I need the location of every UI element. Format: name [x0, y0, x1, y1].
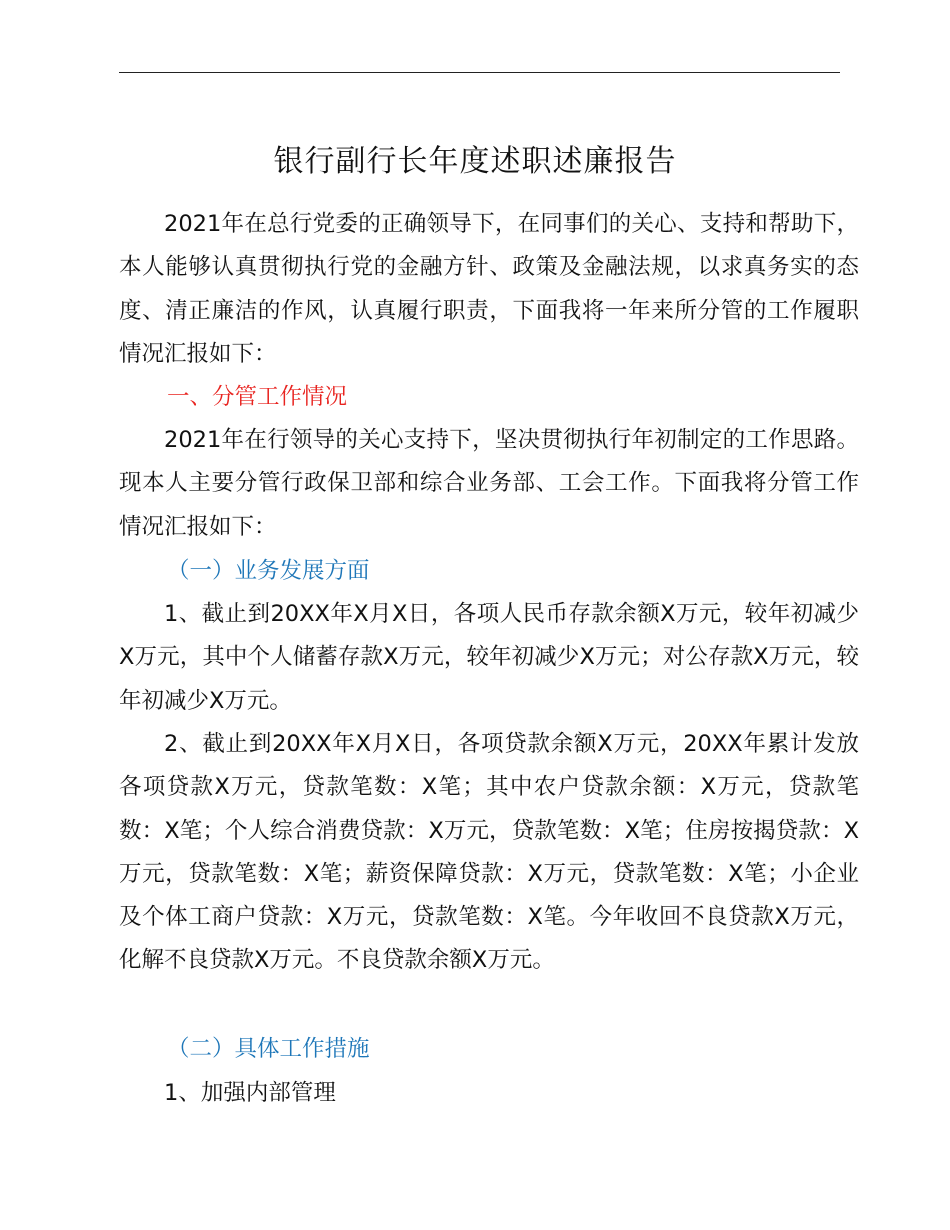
subsection-heading-1: （一）业务发展方面: [167, 558, 370, 584]
header-rule: [119, 72, 840, 73]
section1-paragraph: 2021年在行领导的关心支持下，坚决贯彻执行年初制定的工作思路。现本人主要分管行政保卫部和综合业务部、工会工作。下面我将分管工作情况汇报如下：: [119, 427, 859, 540]
section-heading-1: 一、分管工作情况: [167, 384, 348, 410]
document-title: 银行副行长年度述职述廉报告: [273, 144, 677, 179]
sub1-item-2: 2、截止到20XX年X月X日，各项贷款余额X万元，20XX年累计发放各项贷款X万元，贷款笔数：X笔；其中农户贷款余额：X万元，贷款笔数：X笔；个人综合消费贷款：X万元，贷款笔数：X笔；住房按揭贷款：X万元，贷款笔数：X笔；薪资保障贷款：X万元，贷款笔数：X笔；小企业及个体工商户贷款：X万元，贷款笔数：X笔。今年收回不良贷款X万元，化解不良贷款X万元。不良贷款余额X万元。: [119, 731, 859, 974]
subsection-heading-2: （二）具体工作措施: [167, 1036, 370, 1062]
sub1-item-1: 1、截止到20XX年X月X日，各项人民币存款余额X万元，较年初减少X万元，其中个人储蓄存款X万元，较年初减少X万元；对公存款X万元，较年初减少X万元。: [119, 601, 859, 714]
intro-paragraph: 2021年在总行党委的正确领导下，在同事们的关心、支持和帮助下，本人能够认真贯彻执行党的金融方针、政策及金融法规，以求真务实的态度、清正廉洁的作风，认真履行职责，下面我将一年来所分管的工作履职情况汇报如下：: [119, 211, 859, 367]
sub2-item-1: 1、加强内部管理: [164, 1080, 336, 1106]
